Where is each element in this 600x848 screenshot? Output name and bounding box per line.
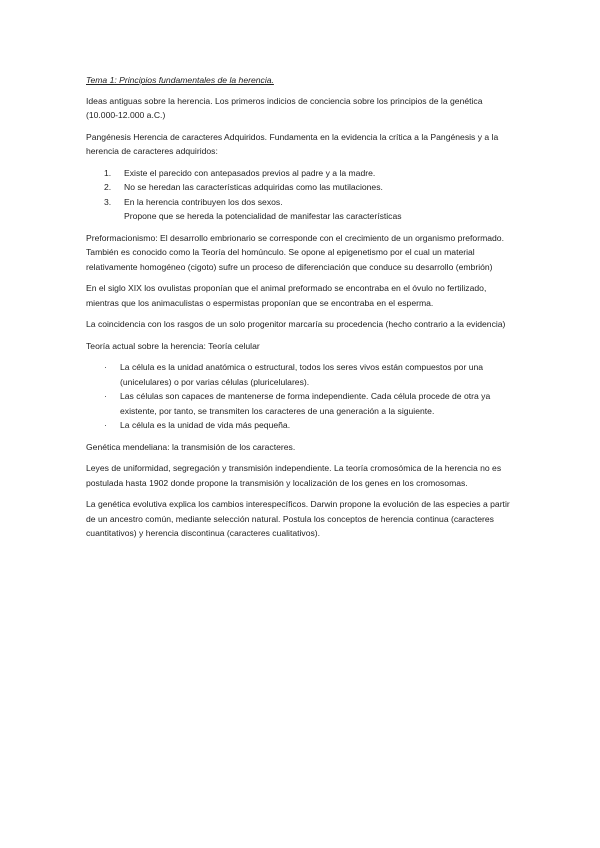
list-item-text: Existe el parecido con antepasados previos al padre y a la madre. bbox=[124, 167, 376, 178]
list-number: 2. bbox=[104, 182, 112, 192]
list-number: 3. bbox=[104, 196, 112, 207]
list-number: 1. bbox=[104, 167, 112, 178]
list-item-text: En la herencia contribuyen los dos sexos. bbox=[124, 196, 283, 207]
paragraph-preformacionismo: Preformacionismo: El desarrollo embrionario se corresponde con el crecimiento de un organismo preformado. También es conocido como la Teoría del homúnculo. Se opone al epigenetismo por el cual un material relativamente homogéneo (cigoto) sufre un proceso de diferenciación que conduce su desarrollo (embrión) bbox=[86, 232, 504, 272]
paragraph-coincidencia: La coincidencia con los rasgos de un solo progenitor marcaría su procedencia (hecho contrario a la evidencia) bbox=[86, 319, 506, 329]
list-continuation-text: Propone que se hereda la potencialidad de manifestar las características bbox=[124, 211, 402, 221]
document-title: Tema 1: Principios fundamentales de la herencia. bbox=[86, 75, 274, 85]
bullet-list-item bbox=[86, 418, 516, 433]
paragraph-siglo-xix: En el siglo XIX los ovulistas proponían que el animal preformado se encontraba en el óvulo no fertilizado, mientras que los animaculistas o espermistas proponían que se encontraba en el esperma. bbox=[86, 283, 487, 308]
numbered-list-continuation bbox=[86, 209, 516, 224]
paragraph-ideas-antiguas: Ideas antiguas sobre la herencia. Los primeros indicios de conciencia sobre los principios de la genética (10.000-12.000 a.C.) bbox=[86, 95, 483, 120]
numbered-list-item bbox=[86, 180, 516, 195]
paragraph-genetica-evolutiva: La genética evolutiva explica los cambios interespecíficos. Darwin propone la evolución de las especies a partir de un ancestro común, mediante selección natural. Postula los conceptos de herencia continua (caracteres cuantitativos) y herencia discontinua (caracteres cualitativos). bbox=[86, 499, 510, 538]
bullet-icon: · bbox=[104, 420, 107, 430]
paragraph-teoria-actual: Teoría actual sobre la herencia: Teoría celular bbox=[86, 340, 260, 351]
paragraph-leyes: Leyes de uniformidad, segregación y transmisión independiente. La teoría cromosómica de la herencia no es postulada hasta 1902 donde propone la transmisión y localización de los genes en los cromosomas. bbox=[86, 463, 502, 488]
bullet-item-text: La célula es la unidad de vida más pequeña. bbox=[120, 420, 291, 430]
bullet-icon: · bbox=[104, 391, 107, 401]
list-item-text: No se heredan las características adquiridas como las mutilaciones. bbox=[124, 182, 383, 192]
bullet-item-text: La célula es la unidad anatómica o estructural, todos los seres vivos están compuestos por una (unicelulares) o por varias células (pluricelulares). bbox=[120, 362, 484, 387]
bullet-list-item bbox=[86, 360, 516, 389]
bullet-list bbox=[86, 360, 516, 433]
bullet-list-item bbox=[86, 389, 516, 418]
bullet-icon: · bbox=[104, 362, 107, 372]
paragraph-pangenesis: Pangénesis Herencia de caracteres Adquiridos. Fundamenta en la evidencia la crítica a la Pangénesis y a la herencia de caracteres adquiridos: bbox=[86, 131, 499, 156]
numbered-list bbox=[86, 166, 516, 224]
paragraph-genetica-mendeliana: Genética mendeliana: la transmisión de los caracteres. bbox=[86, 441, 296, 452]
document-body bbox=[86, 73, 516, 548]
numbered-list-item bbox=[86, 195, 516, 210]
numbered-list-item bbox=[86, 166, 516, 181]
bullet-item-text: Las células son capaces de mantenerse de forma independiente. Cada célula procede de otra ya existente, por tanto, se transmiten los caracteres de una generación a la siguiente. bbox=[120, 391, 491, 416]
